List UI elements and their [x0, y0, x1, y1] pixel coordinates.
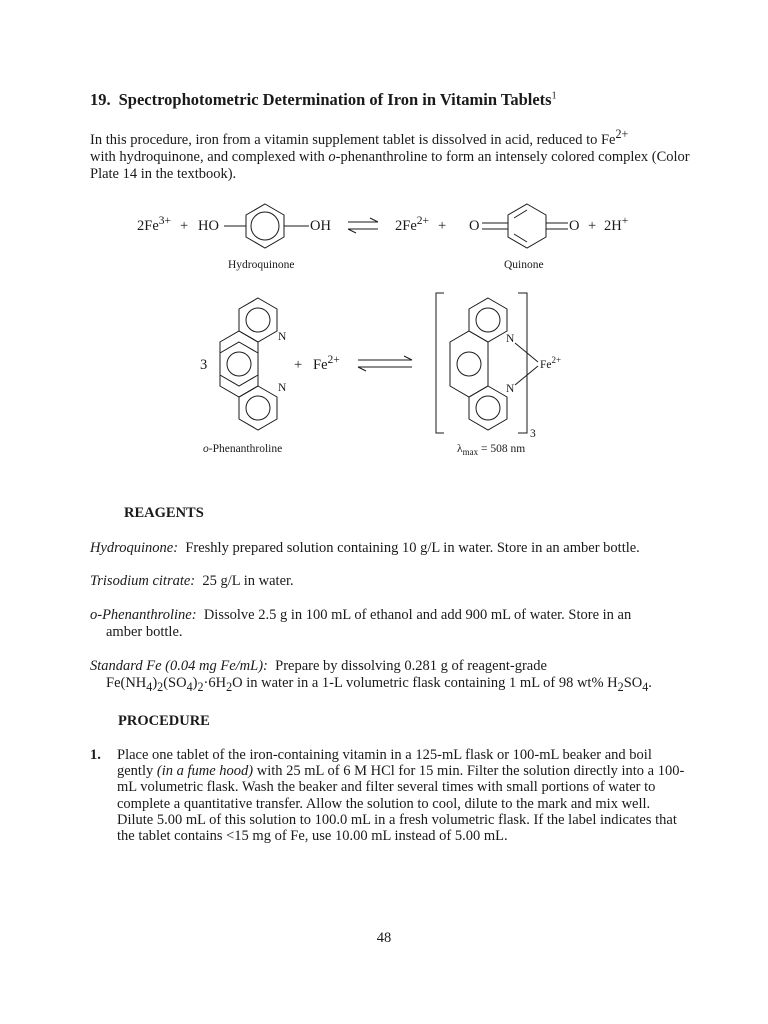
reagent-name: Hydroquinone: [90, 540, 179, 556]
lambda-max: $\lambda_{max} = 508$ nm [457, 443, 526, 457]
label-quinone: Quinone [504, 259, 544, 271]
quinone-double-bond-2 [514, 234, 527, 242]
reaction-schemes [0, 0, 768, 480]
equilibrium-arrow-1-bottom-head [348, 229, 356, 233]
reagent-text: Dissolve 2.5 g in 100 mL of ethanol and add 900 mL of water. Store in an [203, 607, 632, 623]
reagent-phenanthroline [90, 607, 690, 641]
reagent-hydroquinone [90, 540, 690, 557]
footnote-marker: 1 [551, 90, 557, 102]
phen-ring-middle-circle [227, 352, 251, 376]
coefficient-3: 3 [200, 357, 208, 373]
phen-ring-middle-inner [220, 342, 258, 386]
hydroquinone-ring [246, 204, 284, 248]
phen-n-bottom: N [278, 382, 287, 394]
equilibrium-arrow-1-top-head [370, 218, 378, 222]
section-number: 19. [90, 90, 111, 109]
plus-2: + [438, 218, 447, 234]
complex-ring-middle [450, 331, 488, 397]
phen-ring-top [239, 298, 277, 342]
equilibrium-arrow-2-top-head [404, 356, 412, 360]
complex-bracket-right [518, 293, 527, 433]
step-number: 1. [90, 747, 101, 763]
label-phenanthroline: o-Phenanthroline [203, 443, 283, 455]
plus-fe: + [294, 357, 303, 373]
oh-group: OH [310, 218, 331, 234]
intro-text-3: -phenanthroline to form an intensely colored complex (Color Plate 14 in the textbook). [90, 148, 690, 182]
complex-n-bottom: N [506, 383, 515, 395]
reaction-svg [0, 0, 768, 480]
complex-ring-top [469, 298, 507, 342]
quinone-double-bond-1 [514, 210, 527, 218]
intro-text-2: with hydroquinone, and complexed with [90, 148, 329, 165]
equilibrium-arrow-2-bottom-head [358, 367, 366, 371]
phen-n-top: N [278, 331, 287, 343]
phen-ring-bottom [239, 386, 277, 430]
hydroquinone-aromatic-circle [251, 212, 279, 240]
page-number: 48 [376, 930, 392, 946]
complex-ring-bottom [469, 386, 507, 430]
product-h: 2H+ [604, 215, 629, 234]
complex-ring-bottom-circle [476, 396, 500, 420]
phen-ring-middle [220, 331, 258, 397]
reagent-citrate [90, 573, 690, 590]
reagent-standard-fe [90, 658, 690, 696]
title-text: Spectrophotometric Determination of Iron in Vitamin Tablets [118, 90, 552, 109]
complex-ring-top-circle [476, 308, 500, 332]
ho-group: HO [198, 218, 219, 234]
plus-1: + [180, 218, 189, 234]
quinone-ring [508, 204, 546, 248]
bracket-subscript: 3 [530, 428, 536, 440]
procedure-heading: PROCEDURE [118, 713, 210, 729]
intro-text: In this procedure, iron from a vitamin supplement tablet is dissolved in acid, reduced to Fe [90, 131, 616, 148]
reagent-text: 25 g/L in water. [202, 573, 294, 589]
complex-bracket-left [436, 293, 444, 433]
procedure-step-1 [90, 747, 690, 844]
reagent-name: Trisodium citrate: [90, 573, 196, 589]
standard-fe-formula: $Fe(NH_4)_2(SO_4)_2\cdot 6H_2O$ in water in a 1-L volumetric flask containing 1 mL of 98 wt% $H_2SO_4$. [106, 675, 652, 694]
label-hydroquinone: Hydroquinone [228, 259, 295, 271]
reagents-heading: REAGENTS [124, 505, 204, 521]
product-fe2: $2Fe^{2+}$ [395, 215, 429, 234]
complex-fe: $Fe^{2+}$ [540, 355, 562, 371]
phen-ring-bottom-circle [246, 396, 270, 420]
reagent-text: Prepare by dissolving 0.281 g of reagent-grade [275, 658, 547, 674]
phen-ring-top-circle [246, 308, 270, 332]
fe2-reactant: $Fe^{2+}$ [313, 354, 340, 373]
quinone-o-left: O [469, 218, 480, 234]
reagent-text-continued: amber bottle. [106, 624, 183, 640]
complex-ring-middle-circle [457, 352, 481, 376]
step-text: Place one tablet of the iron-containing vitamin in a 125-mL flask or 100-mL beaker and boil gently (in a fume hood) with 25 mL of 6 M HCl for 15 min. Filter the solution directly into a 100-mL volumetric flask. Wash the beaker and filter several times with small portions of water to complete a quantitative transfer. Allow the solution to cool, dilute to the mark and mix well. Dilute 5.00 mL of this solution to 100.0 mL in a fresh volumetric flask. If the label indicates that the tablet contains <15 mg of Fe, use 10.00 mL instead of 5.00 mL. [117, 747, 685, 845]
reagent-text: Freshly prepared solution containing 10 g/L in water. Store in an amber bottle. [185, 540, 640, 556]
complex-n-top: N [506, 333, 515, 345]
reagent-name: Standard Fe (0.04 mg Fe/mL): [90, 658, 268, 674]
quinone-o-right: O [569, 218, 580, 234]
reactant-fe3: $2Fe^{3+}$ [137, 215, 171, 234]
reagent-name: o-Phenanthroline: [90, 607, 197, 623]
intro-italic: o [328, 148, 336, 165]
plus-3: + [588, 218, 597, 234]
intro-superscript: 2+ [615, 127, 629, 141]
